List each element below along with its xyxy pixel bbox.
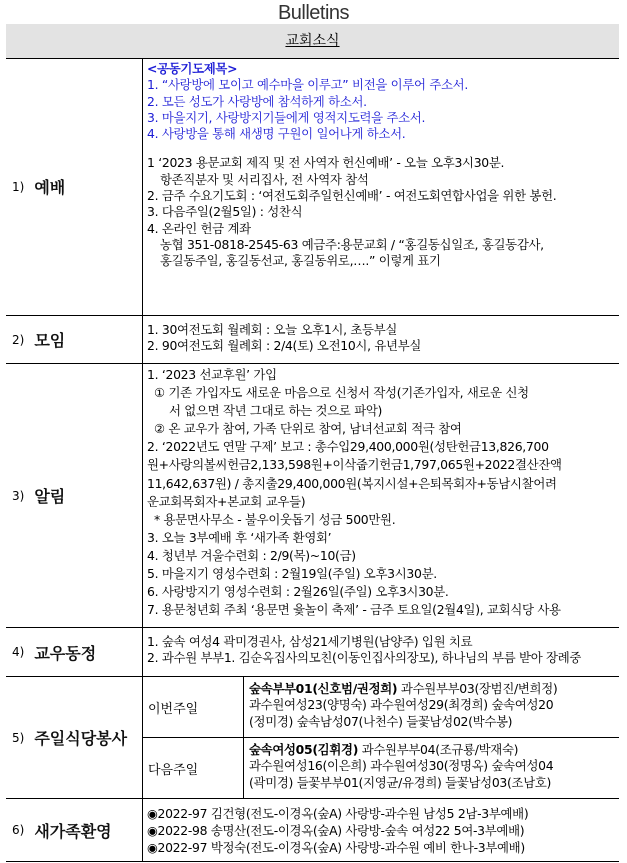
notice-line: 1. 숲속 여성4 곽미경권사, 삼성21세기병원(남양주) 입원 치료 — [147, 634, 473, 649]
notice-line: 2. 과수원 부부1. 김순옥집사의모친(이동인집사의장모), 하나님의 부름 받아 장례중 — [147, 650, 582, 666]
row-number: 4) — [12, 645, 25, 659]
notice-line: 운교회목회자+본교회 교우들) — [147, 493, 306, 509]
notice-line: 1 ‘2023 용문교회 제직 및 전 사역자 헌신예배’ - 오늘 오후3시30분. — [147, 155, 505, 171]
row-newcomers — [6, 799, 619, 862]
notice-line: 5. 마을지기 영성수련회 : 2월19일(주일) 오후3시30분. — [147, 566, 437, 582]
member-news-content — [143, 628, 619, 676]
notice-line: 2. ‘2022년도 연말 구제’ 보고 : 총수입29,400,000원(성탄헌금13,826,700 — [147, 439, 549, 455]
team-list: 과수원부부04(조규룡/박재숙) — [358, 742, 519, 757]
team-list: (곽미경) 들꽃부부01(지영균/유경희) 들꽃남성03(조남호) — [249, 774, 552, 790]
announcements-content — [143, 364, 619, 627]
row-label — [6, 799, 143, 861]
notice-line: 2. 금주 수요기도회 : ‘여전도회주일헌신예배’ - 여전도회연합사업을 위한 봉헌. — [147, 188, 557, 204]
kitchen-next-week — [143, 738, 619, 798]
row-title: 모임 — [34, 331, 66, 350]
notice-line: 1. ‘2023 선교후원’ 가입 — [147, 367, 277, 382]
prayer-item: 2. 모든 성도가 사랑방에 참석하게 하소서. — [147, 93, 367, 109]
row-meetings — [6, 316, 619, 364]
week-label: 다음주일 — [143, 738, 244, 798]
kitchen-this-week — [143, 677, 619, 738]
row-label — [6, 364, 143, 627]
account-line: 홍길동주일, 홍길동선교, 홍길동위로,….” 이렇게 표기 — [160, 253, 441, 269]
team-list: (정미경) 숲속남성07(나천수) 들꽃남성02(박수봉) — [249, 713, 513, 729]
team-list: 과수원부부03(장범진/변희정) — [397, 681, 558, 696]
lead-team: 숲속여성05(김휘경) — [249, 742, 359, 757]
row-announcements — [6, 364, 619, 628]
notice-line: 4. 온라인 헌금 계좌 — [147, 220, 251, 236]
newcomer-entry: ◉2022-97 박정숙(전도-이경옥(숲A) 사랑방-과수원 예비 한나-3부예배) — [147, 840, 525, 855]
row-kitchen-service — [6, 677, 619, 799]
prayer-item: 1. “사랑방에 모이고 예수마을 이루고” 비전을 이루어 주소서. — [147, 77, 468, 93]
meetings-content — [143, 316, 619, 363]
notice-line: 4. 청년부 겨울수련회 : 2/9(목)~10(금) — [147, 547, 356, 563]
prayer-item: 4. 사랑방을 통해 새생명 구원이 일어나게 하소서. — [147, 126, 406, 142]
worship-content — [143, 58, 619, 315]
row-label — [6, 677, 143, 798]
notice-line: 2. 90여전도회 월례회 : 2/4(토) 오전10시, 유년부실 — [147, 338, 422, 354]
notice-line: 항존직분자 및 서리집사, 전 사역자 참석 — [160, 171, 369, 187]
notice-line: 서 없으면 작년 그대로 하는 것으로 파악) — [169, 403, 383, 419]
notice-line: 3. 오늘 3부예배 후 ‘새가족 환영회’ — [147, 529, 332, 545]
row-title: 예배 — [34, 178, 66, 197]
newcomers-content — [143, 799, 619, 861]
row-title: 알림 — [34, 487, 66, 506]
week-teams — [245, 677, 619, 737]
week-label: 이번주일 — [143, 677, 244, 737]
section-header — [6, 24, 619, 59]
row-number: 5) — [12, 730, 25, 745]
notice-line: ① 기존 가입자도 새로운 마음으로 신청서 작성(기존가입자, 새로운 신청 — [154, 385, 529, 401]
notice-line: 7. 용문청년회 주최 ‘용문면 윷놀이 축제’ - 금주 토요일(2월4일), 교회식당 사용 — [147, 602, 561, 618]
newcomer-entry: ◉2022-97 김건형(전도-이경옥(숲A) 사랑방-과수원 남성5 2남-3부예배) — [147, 806, 529, 821]
row-label — [6, 316, 143, 363]
notice-line: * 용문면사무소 - 불우이웃돕기 성금 500만원. — [154, 511, 396, 527]
row-title: 새가족환영 — [34, 821, 112, 841]
lead-team: 숲속부부01(신호범/권정희) — [249, 681, 398, 696]
notice-line: 3. 다음주일(2월5일) : 성찬식 — [147, 204, 303, 220]
team-list: 과수원여성23(양명숙) 과수원여성29(최경희) 숲속여성20 — [249, 697, 554, 713]
prayer-item: 3. 마을지기, 사랑방지기들에게 영적지도력을 주소서. — [147, 109, 426, 125]
page-title: Bulletins — [277, 2, 350, 24]
account-line: 농협 351-0818-2545-63 예금주:용문교회 / “홍길동십일조, 홍길동감사, — [160, 236, 544, 252]
newcomer-entry: ◉2022-98 송명산(전도-이경옥(숲A) 사랑방-숲속 여성22 5여-3부예배) — [147, 823, 525, 838]
notice-line: 6. 사랑방지기 영성수련회 : 2월26일(주일) 오후3시30분. — [147, 584, 449, 600]
prayer-heading: <공동기도제목> — [147, 61, 238, 76]
row-number: 1) — [12, 179, 25, 194]
row-number: 3) — [12, 488, 25, 503]
section-title: 교회소식 — [285, 33, 340, 49]
row-number: 2) — [12, 332, 25, 347]
notice-line: 1. 30여전도회 월례회 : 오늘 오후1시, 초등부실 — [147, 322, 398, 337]
notice-line: 11,642,637원) / 총지출29,400,000원(복지시설+은퇴목회자+동남시찰어려 — [147, 475, 557, 491]
row-title: 주일식당봉사 — [34, 729, 128, 748]
week-teams — [245, 738, 619, 798]
row-label — [6, 58, 143, 315]
notice-line: 원+사랑의볼씨헌금2,133,598원+이삭줍기헌금1,797,065원+2022결산잔액 — [147, 457, 562, 473]
team-list: 과수원여성16(이은희) 과수원여성30(정명옥) 숲속여성04 — [249, 758, 554, 774]
notice-line: ② 온 교우가 참여, 가족 단위로 참여, 남녀선교회 적극 참여 — [154, 421, 462, 437]
row-member-news — [6, 628, 619, 677]
row-worship — [6, 58, 619, 316]
row-title: 교우동정 — [34, 643, 97, 663]
row-label — [6, 628, 143, 676]
row-number: 6) — [12, 823, 25, 837]
